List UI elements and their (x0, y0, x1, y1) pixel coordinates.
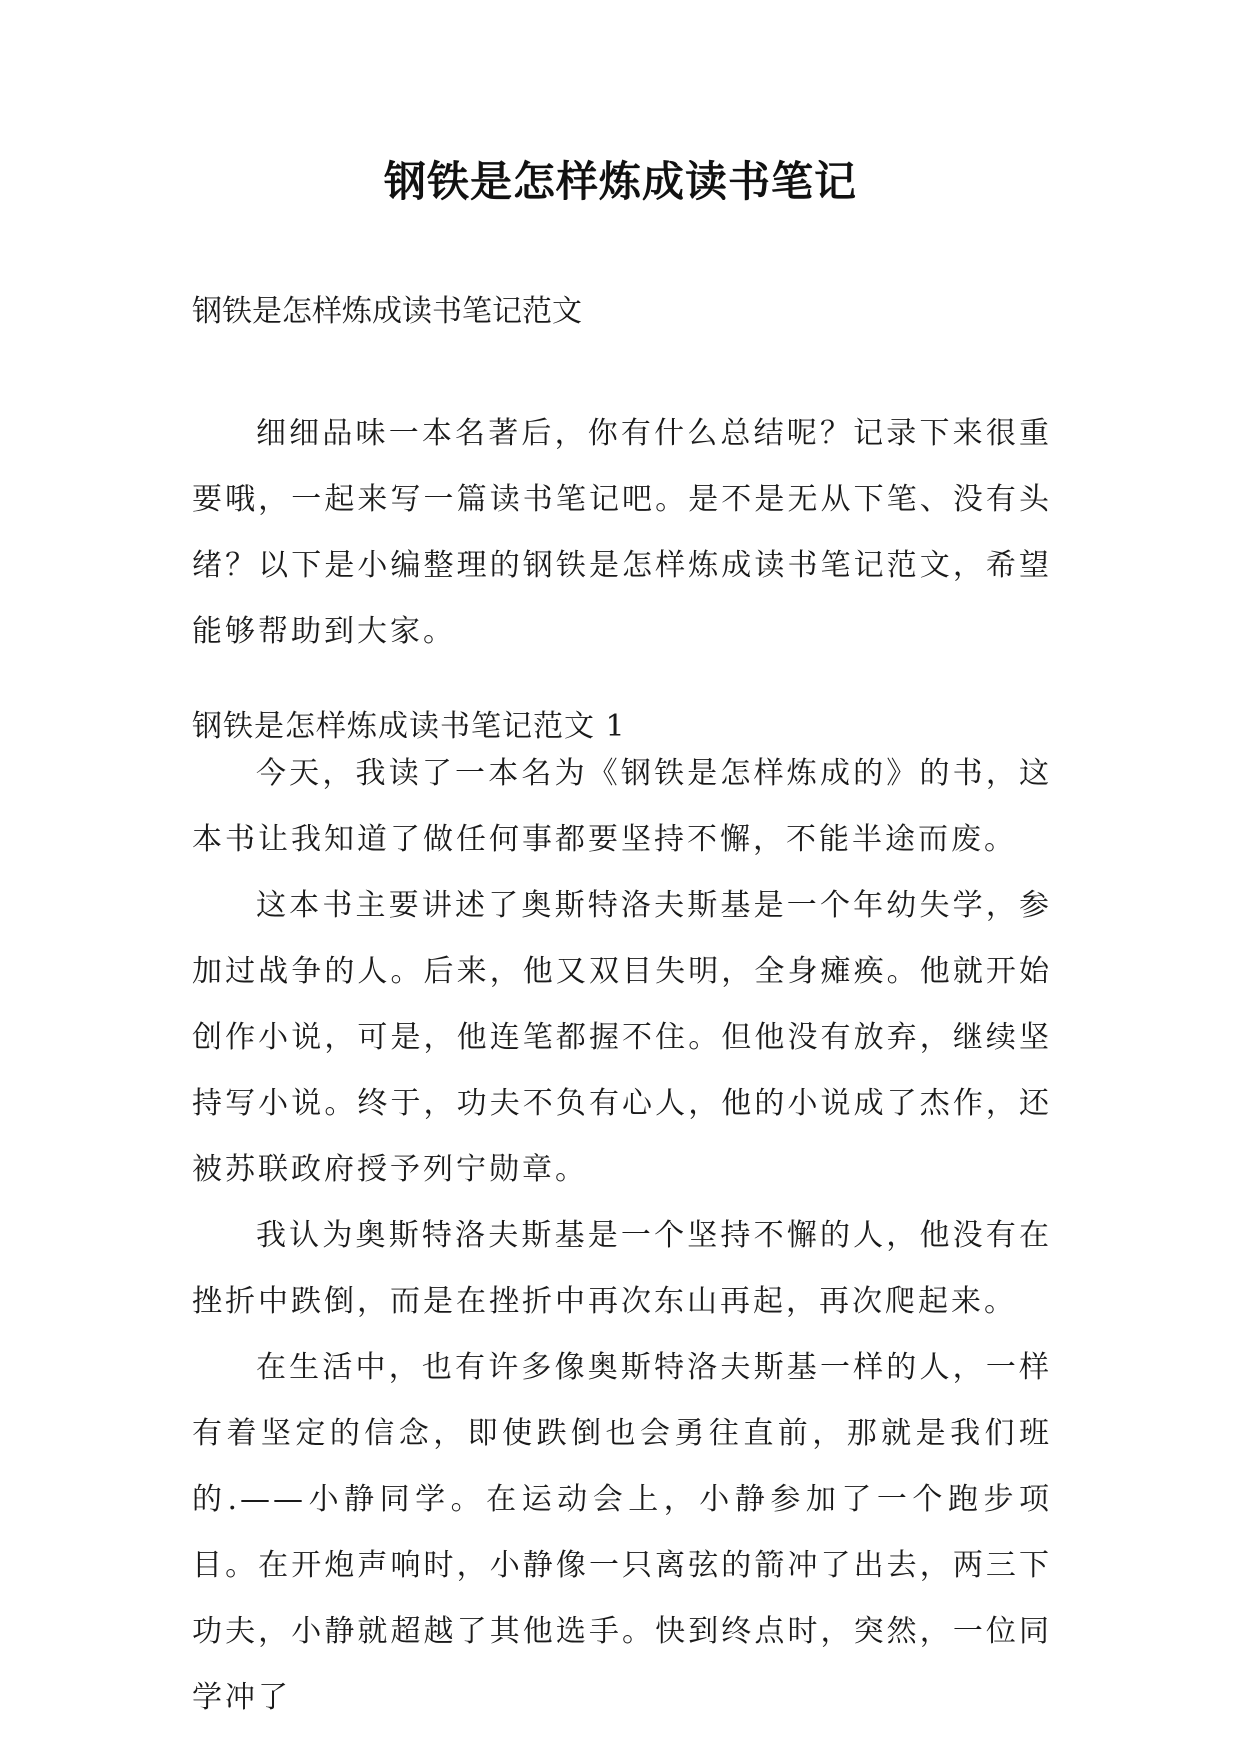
intro-paragraph: 细细品味一本名著后，你有什么总结呢？记录下来很重要哦，一起来写一篇读书笔记吧。是不是无从下笔、没有头绪？以下是小编整理的钢铁是怎样炼成读书笔记范文，希望能够帮助到大家。 (192, 416, 1052, 649)
body-paragraph: 我认为奥斯特洛夫斯基是一个坚持不懈的人，他没有在挫折中跌倒，而是在挫折中再次东山再起，再次爬起来。 (192, 1218, 1052, 1319)
body-paragraph: 在生活中，也有许多像奥斯特洛夫斯基一样的人，一样有着坚定的信念，即使跌倒也会勇往直前，那就是我们班的.——小静同学。在运动会上，小静参加了一个跑步项目。在开炮声响时，小静像一只离弦的箭冲了出去，两三下功夫，小静就超越了其他选手。快到终点时，突然，一位同学冲了 (192, 1350, 1052, 1715)
section-heading: 钢铁是怎样炼成读书笔记范文 1 (192, 709, 626, 744)
document-title: 钢铁是怎样炼成读书笔记 (383, 157, 857, 206)
body-paragraph: 这本书主要讲述了奥斯特洛夫斯基是一个年幼失学，参加过战争的人。后来，他又双目失明，全身瘫痪。他就开始创作小说，可是，他连笔都握不住。但他没有放弃，继续坚持写小说。终于，功夫不负有心人，他的小说成了杰作，还被苏联政府授予列宁勋章。 (192, 888, 1052, 1187)
document-subtitle: 钢铁是怎样炼成读书笔记范文 (192, 294, 582, 329)
essay-body (192, 741, 1052, 1731)
body-paragraph: 今天，我读了一本名为《钢铁是怎样炼成的》的书，这本书让我知道了做任何事都要坚持不懈，不能半途而废。 (192, 756, 1052, 857)
intro-section (192, 401, 1052, 665)
